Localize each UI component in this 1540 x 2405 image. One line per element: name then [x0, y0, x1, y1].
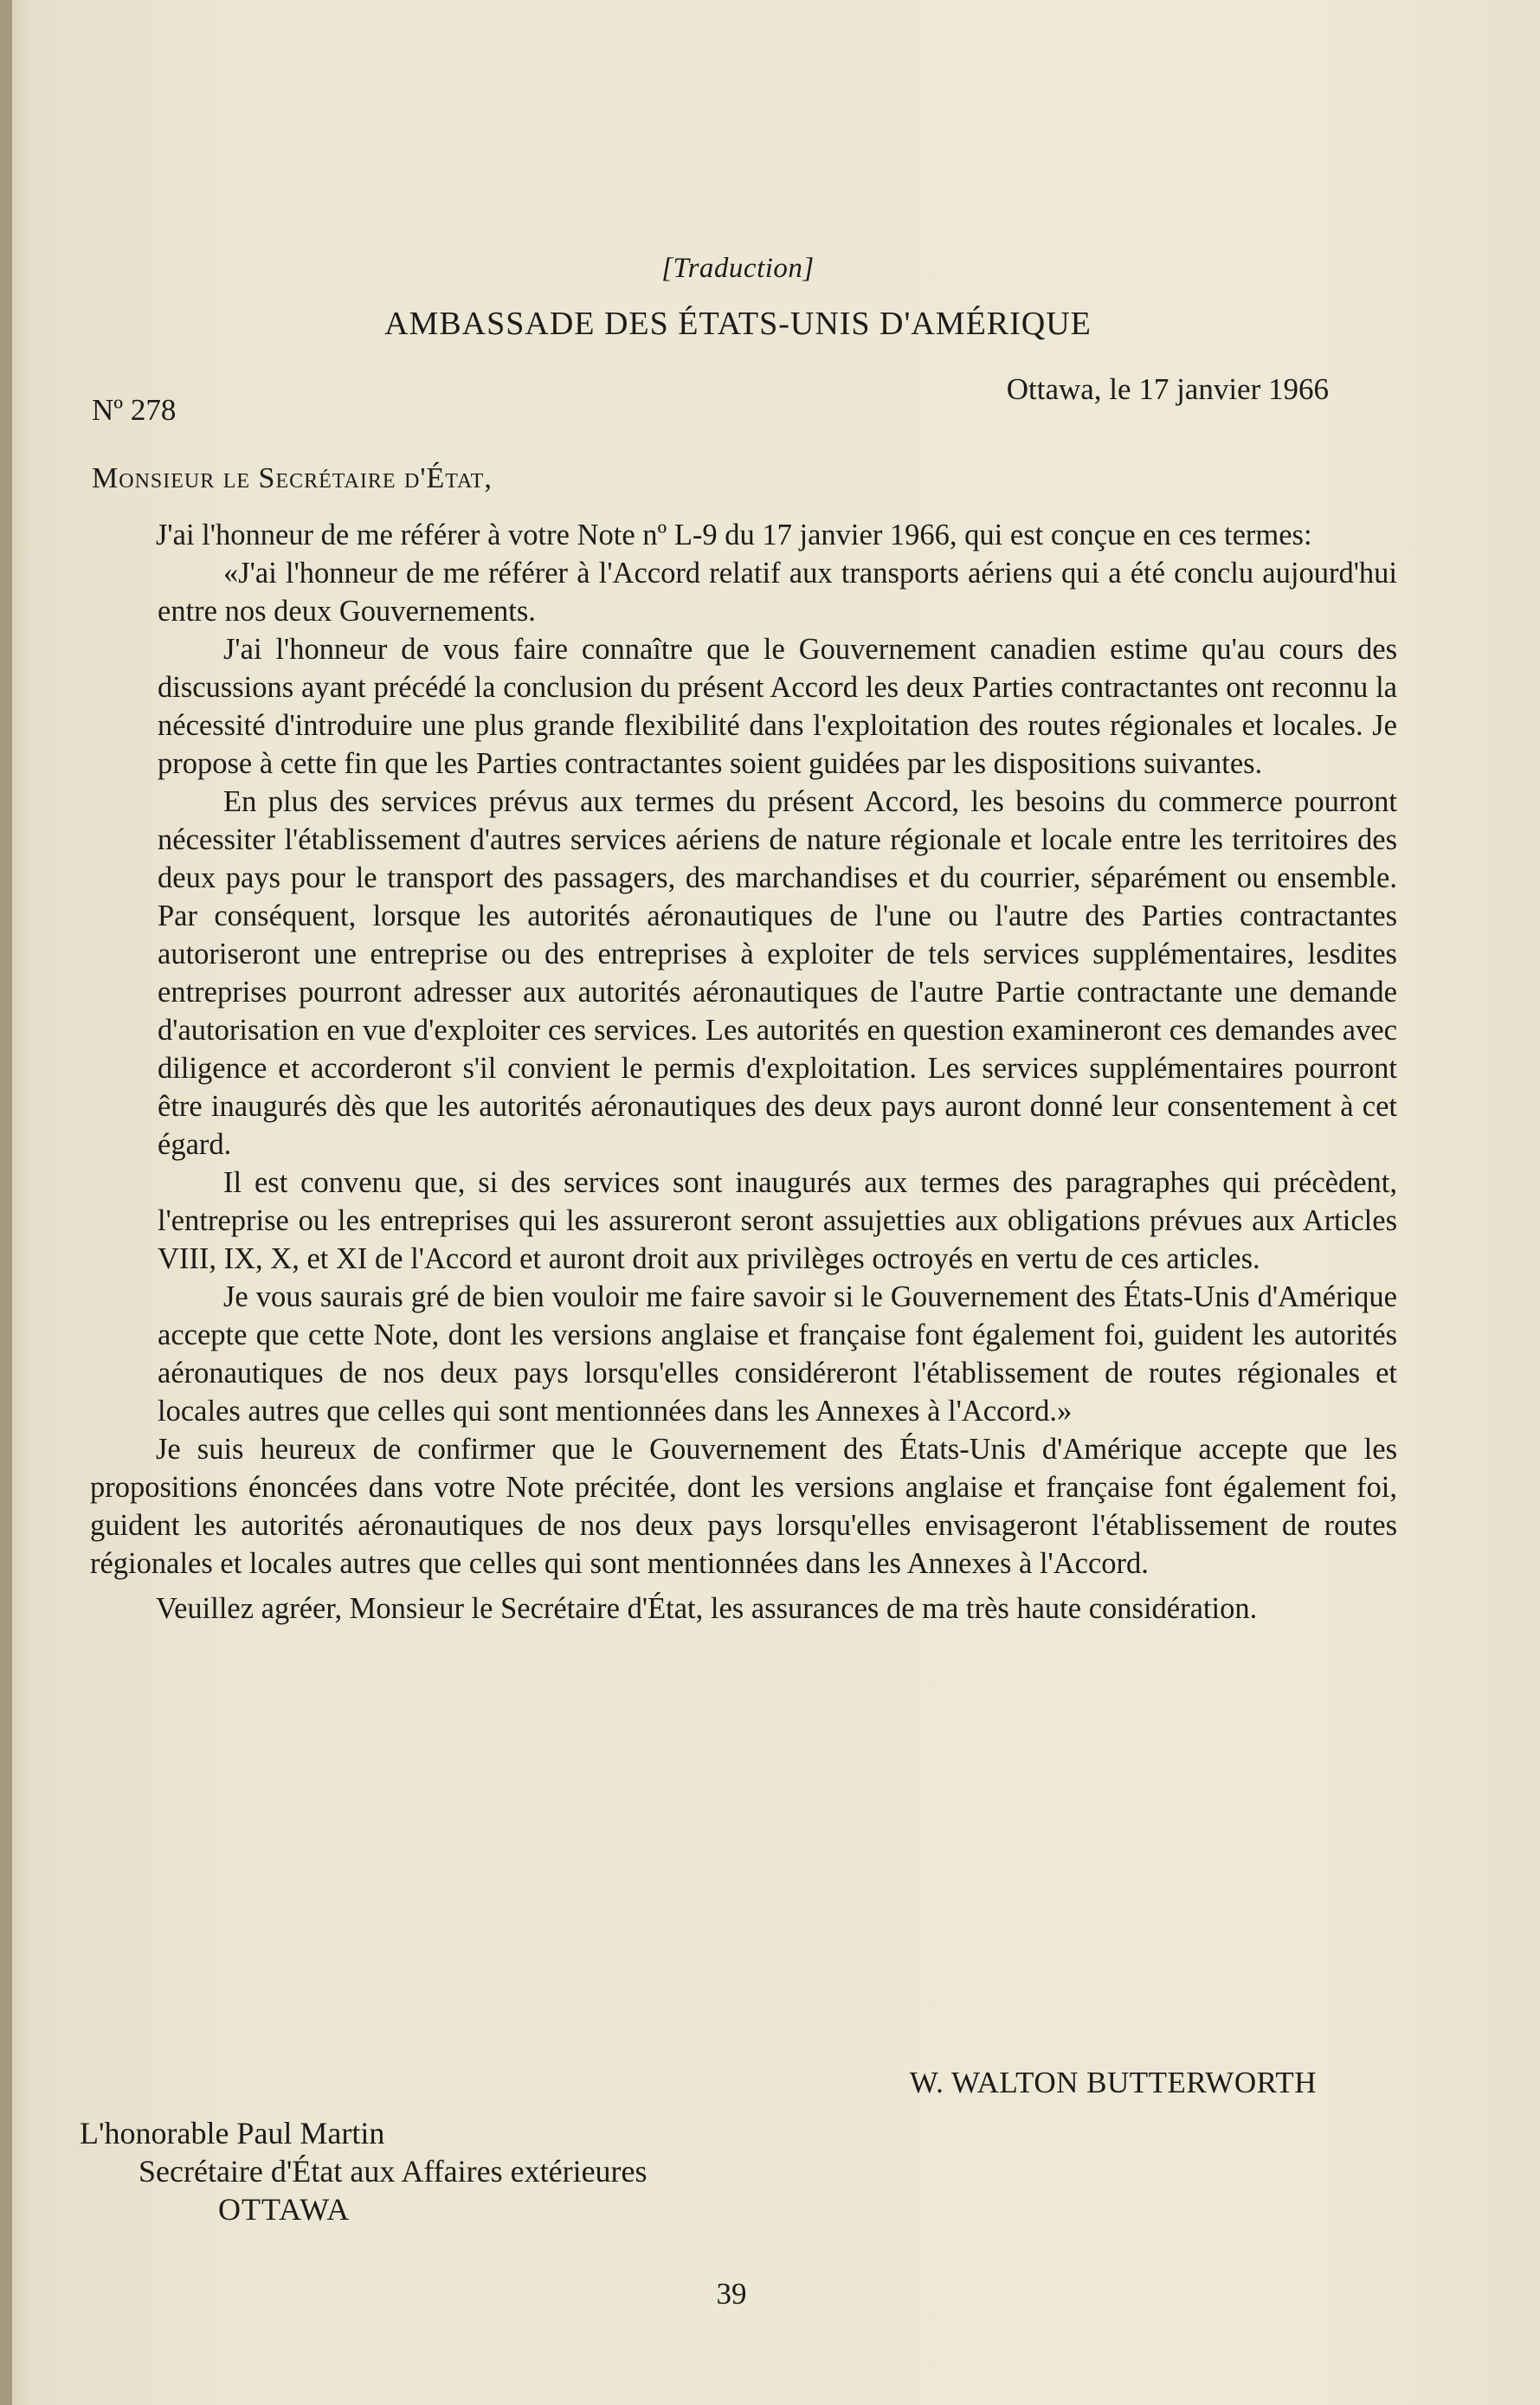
paragraph-closing: Veuillez agréer, Monsieur le Secrétaire d'État, les assurances de ma très haute considération.	[156, 1592, 1258, 1625]
embassy-heading: AMBASSADE DES ÉTATS-UNIS D'AMÉRIQUE	[384, 306, 1092, 342]
salutation: Monsieur le Secrétaire d'État,	[92, 462, 493, 494]
quoted-paragraph-1: «J'ai l'honneur de me référer à l'Accord relatif aux transports aériens qui a été conclu aujourd'hui entre nos deux Gouvernements.	[158, 557, 1397, 628]
quoted-paragraph-2: J'ai l'honneur de vous faire connaître que le Gouvernement canadien estime qu'au cours des discussions ayant précédé la conclusion du présent Accord les deux Parties contractantes ont reconnu la nécessité d'introduire une plus grande flexibilité dans l'exploitation des routes régionales et locales. Je propose à cette fin que les Parties contractantes soient guidées par les dispositions suivantes.	[158, 633, 1397, 780]
addressee-title: Secrétaire d'État aux Affaires extérieures	[139, 2154, 648, 2189]
page-number: 39	[716, 2277, 747, 2311]
translation-label: [Traduction]	[661, 253, 815, 284]
quoted-paragraph-5: Je vous saurais gré de bien vouloir me faire savoir si le Gouvernement des États-Unis d'Amérique accepte que cette Note, dont les versions anglaise et française font également foi, guident les autorités aéronautiques de nos deux pays lorsqu'elles considéreront l'établissement de routes régionales et locales autres que celles qui sont mentionnées dans les Annexes à l'Accord.»	[158, 1280, 1397, 1428]
addressee-city: OTTAWA	[218, 2192, 351, 2227]
addressee-name: L'honorable Paul Martin	[80, 2116, 385, 2150]
paragraph-confirmation: Je suis heureux de confirmer que le Gouvernement des États-Unis d'Amérique accepte que les propositions énoncées dans votre Note précitée, dont les versions anglaise et française font également foi, guident les autorités aéronautiques de nos deux pays lorsqu'elles envisageront l'établissement de routes régionales et locales autres que celles qui sont mentionnées dans les Annexes à l'Accord.	[90, 1433, 1397, 1580]
note-number: Nº 278	[92, 393, 177, 427]
quoted-paragraph-3: En plus des services prévus aux termes du présent Accord, les besoins du commerce pourront nécessiter l'établissement d'autres services aériens de nature régionale et locale entre les territoires des deux pays pour le transport des passagers, des marchandises et du courrier, séparément ou ensemble. Par conséquent, lorsque les autorités aéronautiques de l'une ou l'autre des Parties contractantes autoriseront une entreprise ou des entreprises à exploiter de tels services supplémentaires, lesdites entreprises pourront adresser aux autorités aéronautiques de l'autre Partie contractante une demande d'autorisation en vue d'exploiter ces services. Les autorités en question examineront ces demandes avec diligence et accorderont s'il convient le permis d'exploitation. Les services supplémentaires pourront être inaugurés dès que les autorités aéronautiques des deux pays auront donné leur consentement à cet égard.	[158, 785, 1397, 1161]
binding-gutter	[0, 0, 12, 2405]
addressee-block	[80, 2114, 648, 2228]
signature: W. WALTON BUTTERWORTH	[909, 2066, 1317, 2099]
letter-body	[90, 516, 1397, 1628]
place-and-date: Ottawa, le 17 janvier 1966	[1006, 372, 1329, 406]
quoted-paragraph-4: Il est convenu que, si des services sont inaugurés aux termes des paragraphes qui précèdent, l'entreprise ou les entreprises qui les assureront seront assujetties aux obligations prévues aux Articles VIII, IX, X, et XI de l'Accord et auront droit aux privilèges octroyés en vertu de ces articles.	[158, 1166, 1397, 1275]
paragraph-reference: J'ai l'honneur de me référer à votre Note nº L-9 du 17 janvier 1966, qui est conçue en ces termes:	[156, 519, 1312, 551]
